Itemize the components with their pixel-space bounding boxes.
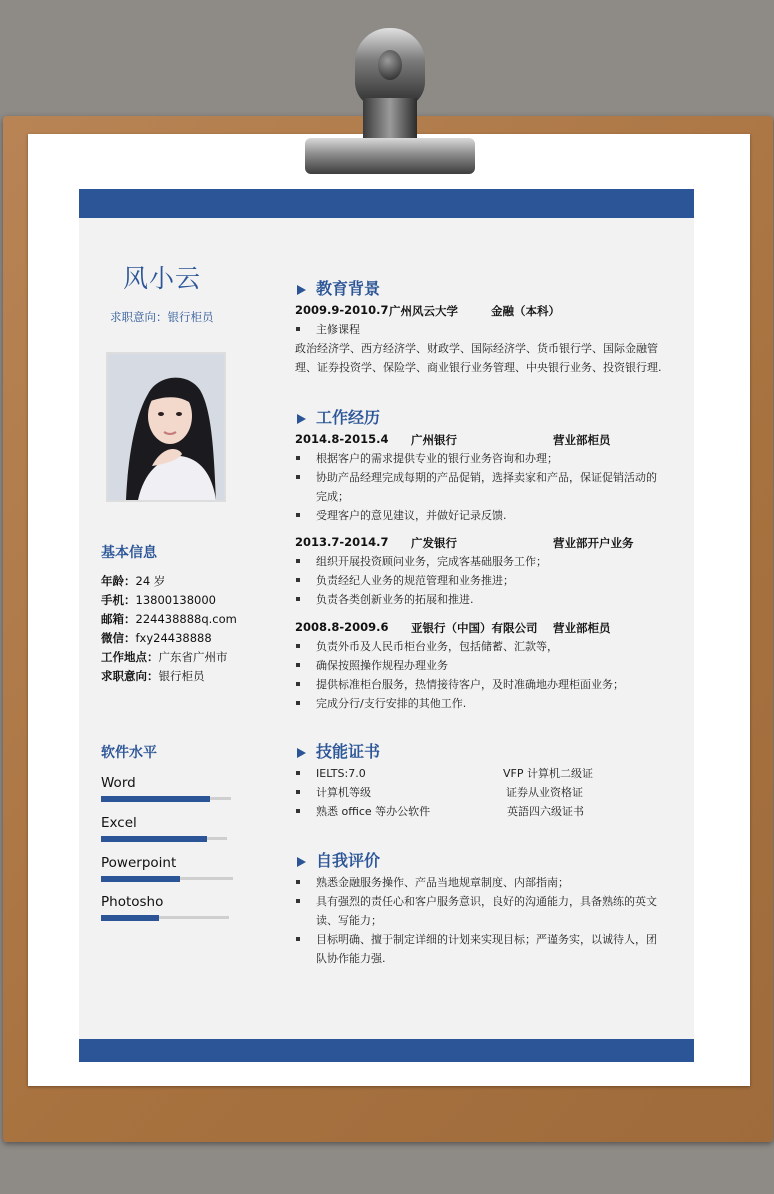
skill-photoshop xyxy=(101,894,163,910)
info-key: 手机： xyxy=(101,593,136,607)
skill-track xyxy=(101,797,231,800)
triangle-bullet-icon xyxy=(297,857,306,867)
triangle-bullet-icon xyxy=(297,285,306,295)
list-item: 提供标准柜台服务，热情接待客户，及时准确地办理柜面业务； xyxy=(295,675,665,694)
skill-fill xyxy=(101,915,159,921)
info-value: 银行柜员 xyxy=(158,669,205,683)
skill-name: Photosho xyxy=(101,894,164,910)
info-row-age xyxy=(101,572,237,591)
info-row-email xyxy=(101,610,237,629)
list-item: 完成分行/支行安排的其他工作. xyxy=(295,694,665,713)
course-label: 主修课程 xyxy=(295,320,665,339)
footer-bar xyxy=(79,1039,694,1062)
list-item: 负责经纪人业务的规范管理和业务推进； xyxy=(295,571,665,590)
job-date: 2014.8-2015.4 xyxy=(295,432,389,446)
cert-right: 证券从业资格证 xyxy=(506,786,583,799)
skill-excel xyxy=(101,815,137,831)
work-title xyxy=(297,405,380,428)
profile-photo xyxy=(106,352,226,502)
certs-list xyxy=(295,764,665,821)
self-eval-list xyxy=(295,873,665,968)
list-item: 负责各类创新业务的拓展和推进. xyxy=(295,590,665,609)
info-key: 邮箱： xyxy=(101,612,136,626)
list-item: 目标明确、擅于制定详细的计划来实现目标；严谨务实，以诚待人，团队协作能力强. xyxy=(295,930,665,968)
job-position: 营业部柜员 xyxy=(553,433,611,447)
basic-info-list xyxy=(101,572,237,686)
info-value: 13800138000 xyxy=(135,593,216,607)
list-item: 协助产品经理完成每期的产品促销，选择卖家和产品，保证促销活动的完成； xyxy=(295,468,665,506)
cert-right: VFP 计算机二级证 xyxy=(503,767,593,780)
edu-major: 金融（本科） xyxy=(491,304,560,318)
skill-track xyxy=(101,877,233,880)
job-position: 营业部柜员 xyxy=(553,621,611,635)
job-position: 营业部开户业务 xyxy=(553,536,634,550)
info-row-phone xyxy=(101,591,237,610)
skill-name: Powerpoint xyxy=(101,855,177,871)
software-title: 软件水平 xyxy=(101,745,157,761)
certs-title xyxy=(297,739,380,762)
section-label: 工作经历 xyxy=(316,408,381,427)
triangle-bullet-icon xyxy=(297,748,306,758)
skill-track xyxy=(101,837,227,840)
cert-left: IELTS:7.0 xyxy=(316,767,366,780)
section-label: 技能证书 xyxy=(316,742,381,761)
info-row-wechat xyxy=(101,629,237,648)
header-bar xyxy=(79,189,694,218)
cert-left: 熟悉 office 等办公软件 xyxy=(316,805,431,818)
list-item: 确保按照操作规程办理业务 xyxy=(295,656,665,675)
cert-row xyxy=(295,802,665,821)
binder-clip-icon xyxy=(305,28,475,178)
cert-right: 英語四六级证书 xyxy=(507,805,584,818)
course-text: 政治经济学、西方经济学、财政学、国际经济学、货币银行学、国际金融管理、证券投资学、保险学、商业银行业务管理、中央银行业务、投资银行理. xyxy=(295,342,662,374)
list-item: 根据客户的需求提供专业的银行业务咨询和办理； xyxy=(295,449,665,468)
info-key: 求职意向： xyxy=(101,669,159,683)
section-label: 教育背景 xyxy=(316,279,381,298)
job-date: 2008.8-2009.6 xyxy=(295,620,389,634)
job-company: 亚银行（中国）有限公司 xyxy=(411,621,538,635)
skill-fill xyxy=(101,876,180,882)
list-item: 熟悉金融服务操作、产品当地规章制度、内部指南； xyxy=(295,873,665,892)
edu-school: 广州风云大学 xyxy=(389,304,458,318)
skill-name: Word xyxy=(101,775,136,791)
basic-info-title: 基本信息 xyxy=(101,545,157,561)
cert-row xyxy=(295,764,665,783)
cert-row xyxy=(295,783,665,802)
triangle-bullet-icon xyxy=(297,414,306,424)
job-company: 广发银行 xyxy=(411,536,457,550)
job-intent: 求职意向：银行柜员 xyxy=(110,310,214,324)
cert-left: 计算机等级 xyxy=(316,786,371,799)
skill-fill xyxy=(101,836,207,842)
resume xyxy=(79,189,694,1062)
job-date: 2013.7-2014.7 xyxy=(295,535,389,549)
skill-track xyxy=(101,916,229,919)
job-duties xyxy=(295,552,665,609)
education-title xyxy=(297,276,380,299)
info-value: 24 岁 xyxy=(135,574,166,588)
self-eval-title xyxy=(297,848,380,871)
list-item: 具有强烈的责任心和客户服务意识，良好的沟通能力，具备熟练的英文读、写能力； xyxy=(295,892,665,930)
skill-fill xyxy=(101,796,210,802)
skill-word xyxy=(101,775,136,791)
info-value: fxy24438888 xyxy=(135,631,212,645)
job-duties xyxy=(295,449,665,525)
list-item: 负责外币及人民币柜台业务，包括储蓄、汇款等， xyxy=(295,637,665,656)
job-company: 广州银行 xyxy=(411,433,457,447)
skill-name: Excel xyxy=(101,815,137,831)
info-value: 224438888q.com xyxy=(135,612,237,626)
info-value: 广东省广州市 xyxy=(158,650,228,664)
list-item: 受理客户的意见建议，并做好记录反馈. xyxy=(295,506,665,525)
info-key: 年龄： xyxy=(101,574,136,588)
info-row-intent xyxy=(101,667,237,686)
info-key: 微信： xyxy=(101,631,136,645)
skill-powerpoint xyxy=(101,855,176,871)
job-duties xyxy=(295,637,665,713)
course-label-list xyxy=(295,320,665,339)
candidate-name: 风小云 xyxy=(123,264,202,293)
info-key: 工作地点： xyxy=(101,650,159,664)
info-row-location xyxy=(101,648,237,667)
section-label: 自我评价 xyxy=(316,851,381,870)
edu-date: 2009.9-2010.7 xyxy=(295,303,389,317)
list-item: 组织开展投资顾问业务，完成客基础服务工作； xyxy=(295,552,665,571)
